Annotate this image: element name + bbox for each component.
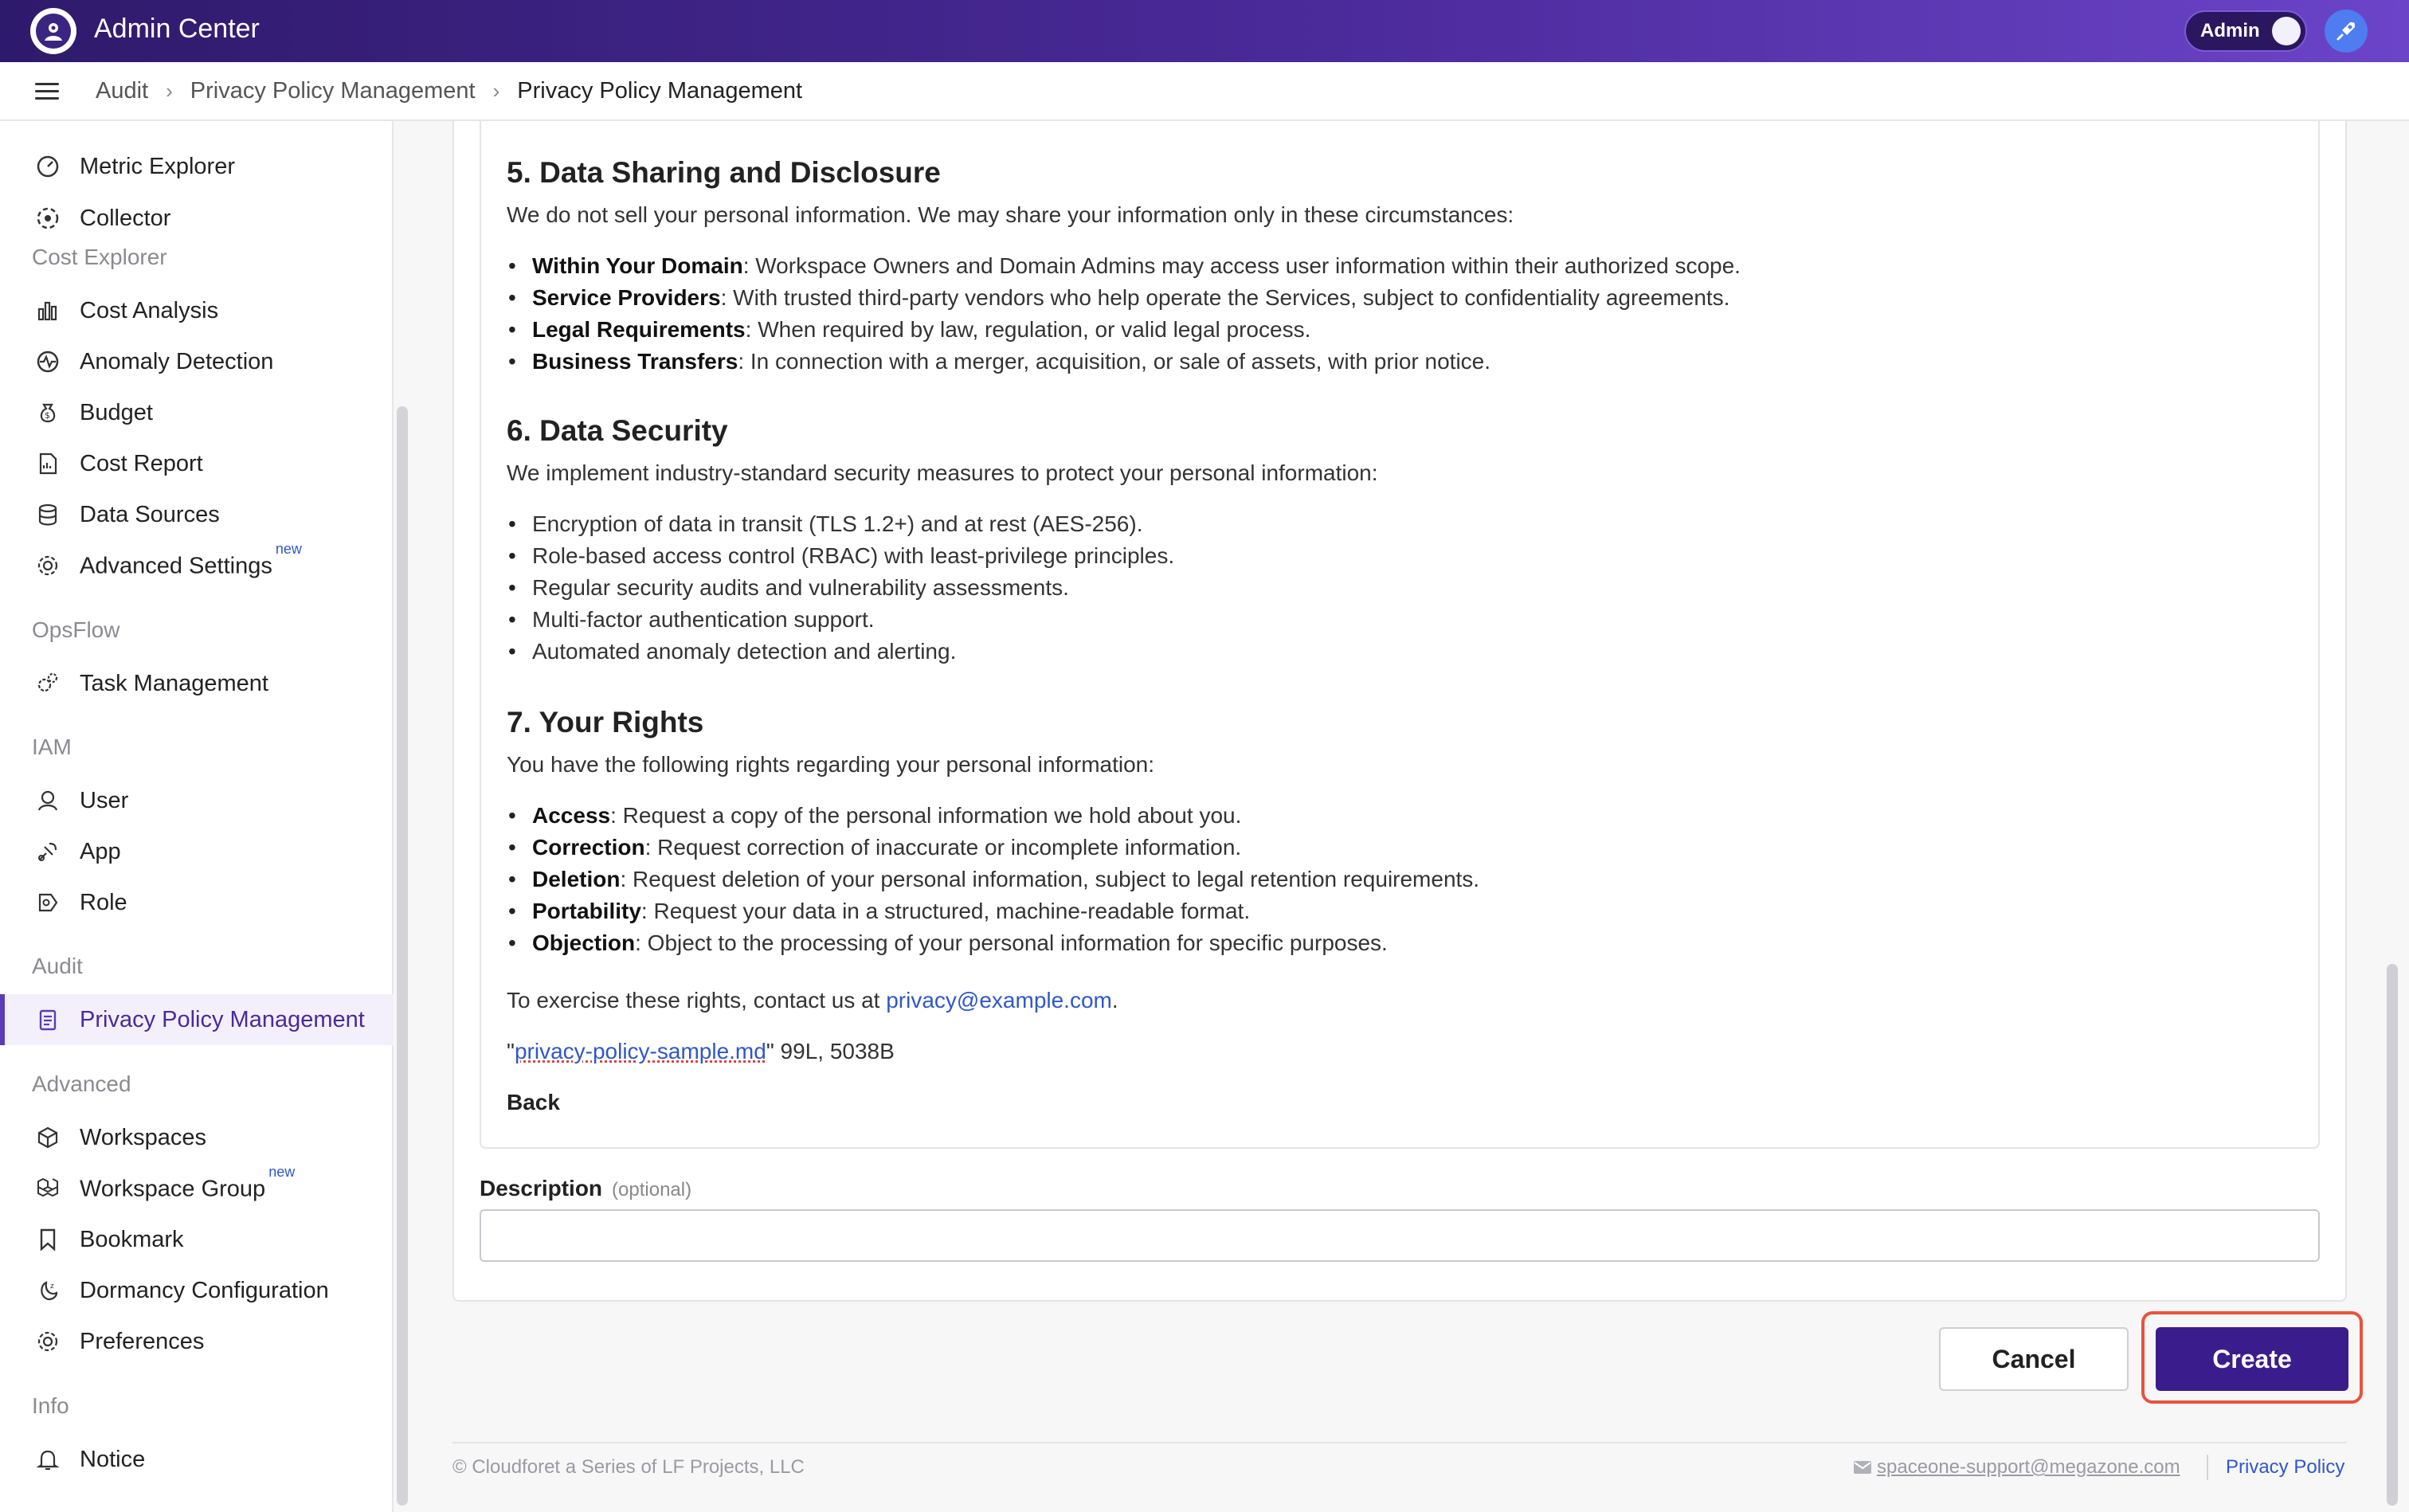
mail-icon xyxy=(1853,1460,1872,1475)
sidebar-item-preferences[interactable] xyxy=(0,1316,394,1367)
description-input[interactable] xyxy=(480,1209,2320,1262)
list-term: Within Your Domain xyxy=(532,253,743,278)
sidebar xyxy=(0,121,394,1512)
list-term: Legal Requirements xyxy=(532,317,746,342)
sidebar-scrollbar[interactable] xyxy=(397,406,408,1506)
footer-separator xyxy=(2207,1455,2208,1480)
app-logo[interactable] xyxy=(30,8,76,54)
breadcrumb-item-audit[interactable]: Audit xyxy=(96,78,149,104)
section-heading: 6. Data Security xyxy=(507,414,728,447)
list-text: : Object to the processing of your personal information for specific purposes. xyxy=(635,930,1388,955)
sidebar-item-label: Task Management xyxy=(80,670,268,696)
description-label xyxy=(480,1176,691,1201)
back-label: Back xyxy=(507,1090,560,1114)
sidebar-item-cost-report[interactable] xyxy=(0,438,394,489)
breadcrumb-item-privacy-policy[interactable]: Privacy Policy Management xyxy=(190,78,476,104)
list-item xyxy=(532,930,1388,956)
sidebar-item-user[interactable] xyxy=(0,775,394,826)
breadcrumb xyxy=(96,78,802,104)
section-heading-iam: IAM xyxy=(32,734,72,759)
gear-icon xyxy=(33,1327,62,1356)
list-item xyxy=(532,285,1729,311)
list-term: Service Providers xyxy=(532,285,721,310)
list-item xyxy=(532,867,1479,892)
sidebar-item-task-management[interactable] xyxy=(0,658,394,709)
breadcrumb-current: Privacy Policy Management xyxy=(517,78,803,104)
collector-icon xyxy=(33,204,62,233)
clipboard-icon xyxy=(33,1005,62,1034)
sidebar-item-label: User xyxy=(80,787,129,813)
admin-mode-toggle[interactable] xyxy=(2184,10,2307,52)
create-button[interactable]: Create xyxy=(2156,1327,2348,1391)
footer-divider xyxy=(452,1442,2347,1443)
list-text: : Request deletion of your personal information, subject to legal retention requirements. xyxy=(620,867,1480,891)
description-label-text: Description xyxy=(480,1176,603,1201)
sidebar-item-workspaces[interactable] xyxy=(0,1112,394,1163)
user-icon xyxy=(33,786,62,815)
sidebar-item-advanced-settings[interactable] xyxy=(0,540,394,591)
list-term: Access xyxy=(532,803,611,828)
support-email-text: spaceone-support@megazone.com xyxy=(1877,1456,2180,1478)
section-heading: 7. Your Rights xyxy=(507,706,704,738)
paragraph: We do not sell your personal information. We may share your information only in these circumstances: xyxy=(507,202,1514,227)
paragraph: We implement industry-standard security measures to protect your personal information: xyxy=(507,460,1378,485)
chevron-right-icon: › xyxy=(492,79,500,103)
report-icon xyxy=(33,449,62,478)
contact-suffix: . xyxy=(1111,988,1118,1013)
list-text: : Request a copy of the personal information we hold about you. xyxy=(610,803,1242,828)
section-heading: 5. Data Sharing and Disclosure xyxy=(507,156,941,189)
sidebar-item-collector[interactable] xyxy=(0,193,394,244)
sidebar-item-label: App xyxy=(80,838,121,864)
sidebar-item-label: Metric Explorer xyxy=(80,153,235,179)
gear-icon xyxy=(33,551,62,580)
optional-hint: (optional) xyxy=(612,1179,692,1201)
money-bag-icon xyxy=(33,398,62,427)
sidebar-item-privacy-policy-management[interactable] xyxy=(0,994,394,1045)
section-heading-cost-explorer: Cost Explorer xyxy=(32,245,167,269)
cubes-icon xyxy=(33,1174,62,1203)
file-info: " 99L, 5038B xyxy=(766,1039,895,1063)
sidebar-item-label xyxy=(80,1163,296,1203)
sidebar-item-label: Cost Analysis xyxy=(80,297,219,323)
sidebar-item-role[interactable] xyxy=(0,877,394,928)
sidebar-item-bookmark[interactable] xyxy=(0,1214,394,1265)
new-badge: new xyxy=(275,540,302,557)
main-scrollbar[interactable] xyxy=(2387,964,2398,1506)
sidebar-item-cost-analysis[interactable] xyxy=(0,285,394,336)
list-item: • Role-based access control (RBAC) with least-privilege principles. xyxy=(532,543,1174,569)
admin-logo-icon xyxy=(36,14,71,49)
list-item: • Encryption of data in transit (TLS 1.2+) and at rest (AES-256). xyxy=(532,511,1143,537)
cube-icon xyxy=(33,1123,62,1152)
sidebar-item-app[interactable] xyxy=(0,826,394,877)
sidebar-item-label: Budget xyxy=(80,399,153,425)
list-item: • Multi-factor authentication support. xyxy=(532,607,875,633)
sidebar-item-label: Role xyxy=(80,889,127,915)
sidebar-item-text: Advanced Settings xyxy=(80,553,272,579)
list-text: : With trusted third-party vendors who help operate the Services, subject to confidentiality agreements. xyxy=(720,285,1730,310)
list-text: : In connection with a merger, acquisition, or sale of assets, with prior notice. xyxy=(738,349,1491,374)
sidebar-item-label: Workspaces xyxy=(80,1124,207,1150)
file-info-line xyxy=(507,1039,895,1064)
sidebar-item-label: Dormancy Configuration xyxy=(80,1277,329,1303)
svg-text:$: $ xyxy=(45,410,50,421)
contact-prefix: To exercise these rights, contact us at xyxy=(507,988,887,1013)
list-item xyxy=(532,835,1241,860)
sidebar-item-label: Cost Report xyxy=(80,450,203,476)
top-bar xyxy=(0,0,2409,62)
contact-paragraph xyxy=(507,988,1118,1013)
menu-icon[interactable] xyxy=(35,83,59,100)
paragraph: You have the following rights regarding your personal information: xyxy=(507,752,1155,777)
list-term: Portability xyxy=(532,899,641,923)
sidebar-item-label: Privacy Policy Management xyxy=(80,1006,365,1032)
list-text: : Request your data in a structured, machine-readable format. xyxy=(640,899,1251,923)
list-term: Objection xyxy=(532,930,636,955)
sidebar-item-anomaly-detection[interactable] xyxy=(0,336,394,387)
moon-icon xyxy=(33,1276,62,1305)
gears-icon xyxy=(33,669,62,698)
section-heading-opsflow: OpsFlow xyxy=(32,617,120,642)
sidebar-item-data-sources[interactable] xyxy=(0,489,394,540)
bar-chart-icon xyxy=(33,296,62,325)
quote-open: " xyxy=(507,1039,515,1063)
list-item xyxy=(532,899,1250,924)
chevron-right-icon: › xyxy=(166,79,173,103)
sidebar-item-label: Anomaly Detection xyxy=(80,348,274,374)
privacy-policy-link[interactable]: Privacy Policy xyxy=(2226,1456,2345,1478)
list-text: : When required by law, regulation, or valid legal process. xyxy=(745,317,1311,342)
role-icon xyxy=(33,888,62,917)
database-icon xyxy=(33,500,62,529)
bookmark-icon xyxy=(33,1225,62,1254)
footer-copyright: © Cloudforet a Series of LF Projects, LLC xyxy=(452,1456,805,1478)
app-title[interactable]: Admin Center xyxy=(94,14,260,44)
gauge-icon xyxy=(33,152,62,181)
sidebar-item-workspace-group[interactable] xyxy=(0,1163,394,1214)
sidebar-item-label xyxy=(80,540,302,580)
section-heading-info: Info xyxy=(32,1393,69,1418)
sidebar-item-dormancy-configuration[interactable] xyxy=(0,1265,394,1316)
support-email-link[interactable] xyxy=(1853,1456,2180,1479)
app-icon xyxy=(33,837,62,866)
sidebar-item-budget[interactable] xyxy=(0,387,394,438)
file-name-link[interactable]: privacy-policy-sample.md xyxy=(514,1039,766,1063)
section-heading-audit: Audit xyxy=(32,954,83,978)
list-term: Business Transfers xyxy=(532,349,738,374)
sidebar-item-label: Preferences xyxy=(80,1328,205,1354)
sidebar-item-label: Collector xyxy=(80,205,171,231)
list-item: • Automated anomaly detection and alerting. xyxy=(532,639,956,664)
list-term: Deletion xyxy=(532,867,621,891)
bell-icon xyxy=(33,1445,62,1474)
sidebar-item-metric-explorer[interactable] xyxy=(0,141,394,192)
toggle-knob xyxy=(2272,17,2301,45)
list-item: • Regular security audits and vulnerability assessments. xyxy=(532,575,1069,601)
new-badge: new xyxy=(268,1163,296,1180)
svg-text:z: z xyxy=(50,1283,54,1291)
cancel-button[interactable]: Cancel xyxy=(1939,1327,2129,1391)
section-heading-advanced: Advanced xyxy=(32,1071,131,1096)
sidebar-item-label: Notice xyxy=(80,1446,146,1472)
pulse-icon xyxy=(33,347,62,376)
sidebar-item-notice[interactable] xyxy=(0,1434,394,1485)
sidebar-item-label: Bookmark xyxy=(80,1226,184,1252)
list-text: : Request correction of inaccurate or incomplete information. xyxy=(644,835,1242,860)
list-item xyxy=(532,349,1490,374)
list-text: : Workspace Owners and Domain Admins may access user information within their authorized scope. xyxy=(742,253,1741,278)
rocket-icon[interactable] xyxy=(2325,10,2368,53)
breadcrumb-bar xyxy=(0,62,2409,121)
list-item xyxy=(532,253,1741,279)
sidebar-item-text: Workspace Group xyxy=(80,1176,266,1202)
list-item xyxy=(532,317,1310,343)
sidebar-item-label: Data Sources xyxy=(80,501,220,527)
list-item xyxy=(532,803,1241,828)
contact-email-link[interactable]: privacy@example.com xyxy=(886,988,1112,1013)
admin-toggle-label: Admin xyxy=(2200,20,2260,41)
list-term: Correction xyxy=(532,835,645,860)
